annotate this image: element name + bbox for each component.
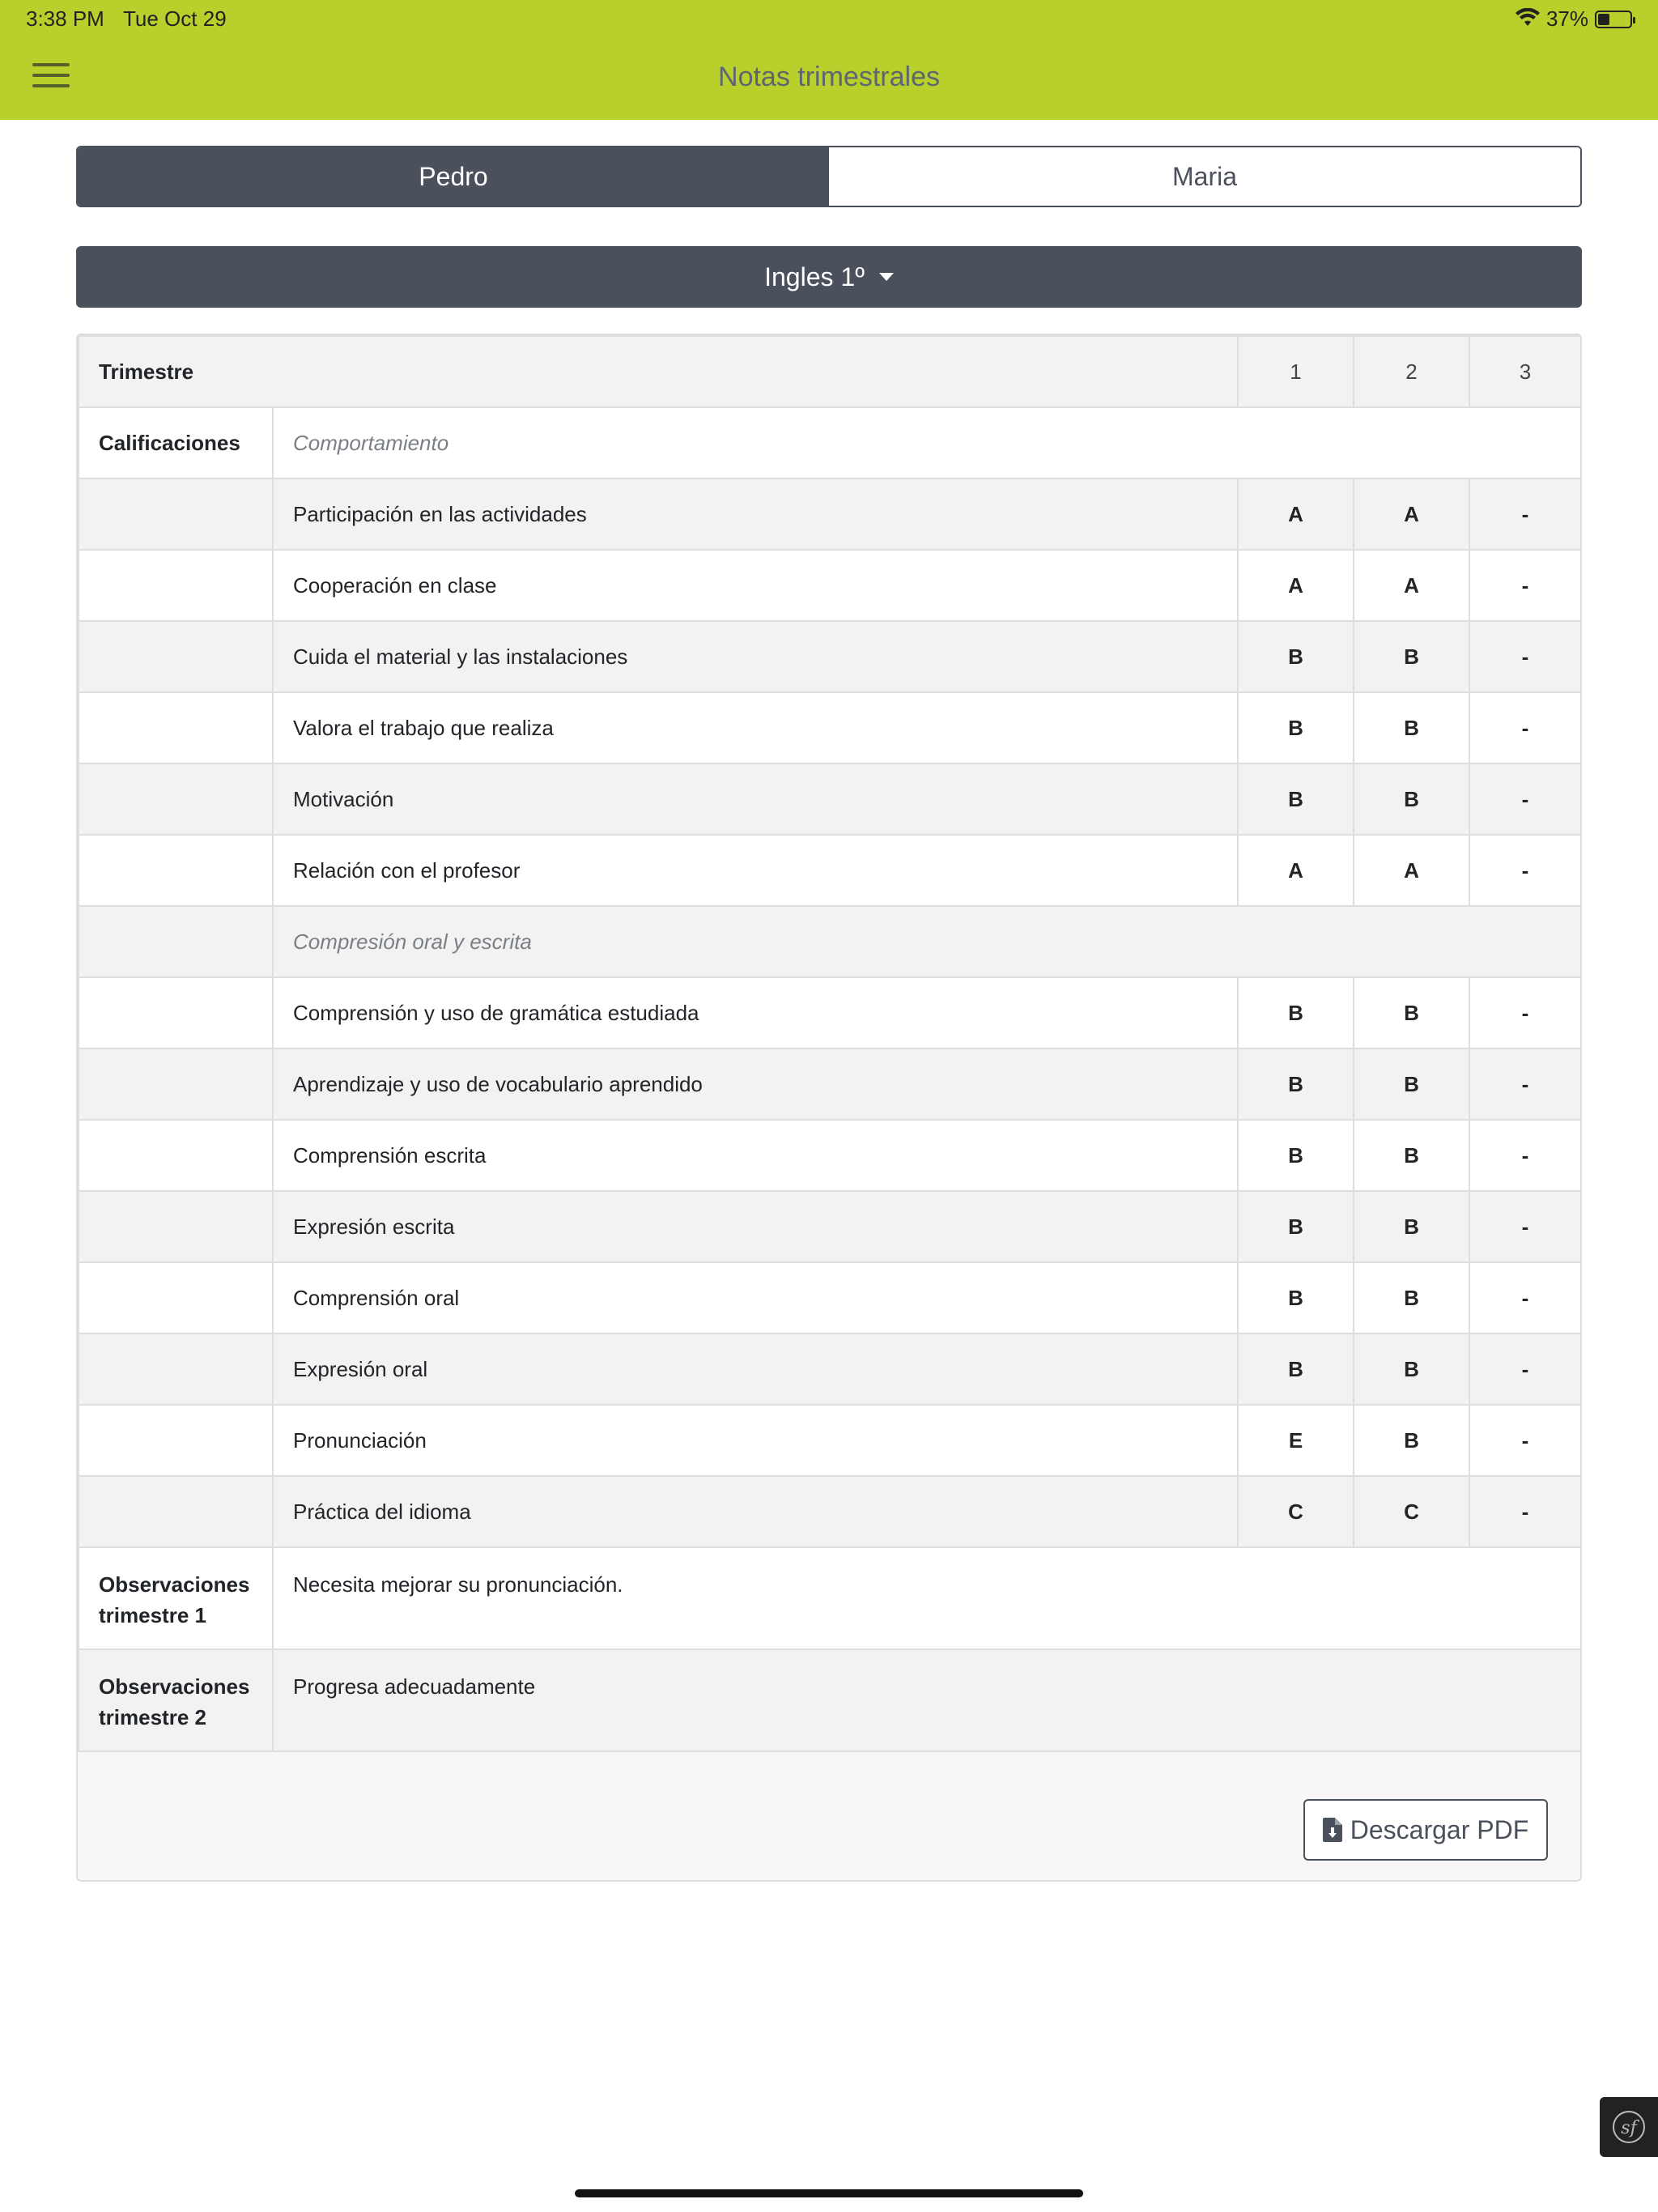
grade-row-comprension-oral: [79, 1262, 1581, 1334]
grade-row-label-empty: [79, 1262, 273, 1334]
criterion-label: Cuida el material y las instalaciones: [273, 621, 1238, 692]
grade-trimester-2: B: [1354, 1049, 1469, 1120]
observation-label-line2: trimestre 1: [99, 1603, 206, 1627]
grade-trimester-3: -: [1469, 977, 1581, 1049]
grade-trimester-2: B: [1354, 764, 1469, 835]
grade-row-label-empty: [79, 621, 273, 692]
grade-row-comprension-y-uso-de-gramatica-estudiada: [79, 977, 1581, 1049]
grade-row-label-empty: [79, 692, 273, 764]
grade-trimester-1: A: [1238, 479, 1354, 550]
grade-row-participacion-en-las-actividades: [79, 479, 1581, 550]
grade-trimester-3: -: [1469, 764, 1581, 835]
grades-table: [78, 335, 1582, 1752]
grade-trimester-2: C: [1354, 1476, 1469, 1547]
header-trimestre: Trimestre: [79, 336, 1238, 407]
grade-trimester-1: C: [1238, 1476, 1354, 1547]
criterion-label: Expresión escrita: [273, 1191, 1238, 1262]
section-row-label-empty: [79, 906, 273, 977]
criterion-label: Expresión oral: [273, 1334, 1238, 1405]
grade-row-label-empty: [79, 1049, 273, 1120]
observation-text: Necesita mejorar su pronunciación.: [273, 1547, 1581, 1649]
grade-trimester-1: B: [1238, 1120, 1354, 1191]
criterion-label: Relación con el profesor: [273, 835, 1238, 906]
caret-down-icon: [879, 273, 894, 281]
grade-trimester-1: B: [1238, 1049, 1354, 1120]
grade-trimester-3: -: [1469, 1191, 1581, 1262]
subject-dropdown[interactable]: [76, 246, 1582, 308]
grade-trimester-1: A: [1238, 550, 1354, 621]
criterion-label: Aprendizaje y uso de vocabulario aprendido: [273, 1049, 1238, 1120]
grade-trimester-3: -: [1469, 835, 1581, 906]
grade-row-label-empty: [79, 835, 273, 906]
grade-row-label-empty: [79, 764, 273, 835]
observation-text: Progresa adecuadamente: [273, 1649, 1581, 1751]
student-switch: [76, 146, 1582, 207]
section-row-comportamiento: [79, 407, 1581, 479]
grade-trimester-1: B: [1238, 977, 1354, 1049]
grades-label: Calificaciones: [79, 407, 273, 479]
criterion-label: Cooperación en clase: [273, 550, 1238, 621]
grade-trimester-2: B: [1354, 621, 1469, 692]
observation-label: [79, 1649, 273, 1751]
grade-trimester-1: B: [1238, 1262, 1354, 1334]
table-header-row: [79, 336, 1581, 407]
download-pdf-label: Descargar PDF: [1350, 1814, 1529, 1844]
wifi-icon: [1516, 8, 1540, 31]
grade-row-expresion-escrita: [79, 1191, 1581, 1262]
grade-row-valora-el-trabajo-que-realiza: [79, 692, 1581, 764]
card-footer: [78, 1754, 1580, 1880]
grade-trimester-2: B: [1354, 1262, 1469, 1334]
grade-trimester-1: B: [1238, 621, 1354, 692]
grade-row-label-empty: [79, 550, 273, 621]
criterion-label: Comprensión escrita: [273, 1120, 1238, 1191]
observation-row-1: [79, 1547, 1581, 1649]
grade-trimester-3: -: [1469, 1334, 1581, 1405]
observation-label-line1: Observaciones: [99, 1572, 250, 1597]
grade-trimester-3: -: [1469, 1049, 1581, 1120]
grade-trimester-2: B: [1354, 1191, 1469, 1262]
grade-row-practica-del-idioma: [79, 1476, 1581, 1547]
grade-trimester-1: B: [1238, 1334, 1354, 1405]
grade-row-cooperacion-en-clase: [79, 550, 1581, 621]
page-title: Notas trimestrales: [718, 62, 940, 92]
grade-trimester-1: B: [1238, 1191, 1354, 1262]
status-indicators: [1516, 6, 1632, 32]
grade-trimester-2: B: [1354, 977, 1469, 1049]
criterion-label: Valora el trabajo que realiza: [273, 692, 1238, 764]
observation-label-line1: Observaciones: [99, 1674, 250, 1699]
grade-trimester-1: E: [1238, 1405, 1354, 1476]
grade-trimester-2: B: [1354, 1405, 1469, 1476]
grade-row-label-empty: [79, 1334, 273, 1405]
grade-trimester-2: B: [1354, 1120, 1469, 1191]
grade-row-expresion-oral: [79, 1334, 1581, 1405]
grade-row-label-empty: [79, 479, 273, 550]
grade-row-cuida-el-material-y-las-instalaciones: [79, 621, 1581, 692]
grade-trimester-1: A: [1238, 835, 1354, 906]
grade-trimester-3: -: [1469, 621, 1581, 692]
criterion-label: Práctica del idioma: [273, 1476, 1238, 1547]
battery-percent: 37%: [1545, 6, 1588, 31]
criterion-label: Comprensión oral: [273, 1262, 1238, 1334]
grade-row-label-empty: [79, 1405, 273, 1476]
criterion-label: Comprensión y uso de gramática estudiada: [273, 977, 1238, 1049]
subject-dropdown-label: Ingles 1º: [764, 262, 865, 291]
grade-trimester-2: A: [1354, 835, 1469, 906]
observation-label-line2: trimestre 2: [99, 1705, 206, 1729]
grade-trimester-2: A: [1354, 479, 1469, 550]
student-tab-pedro[interactable]: Pedro: [78, 147, 829, 206]
observation-label: [79, 1547, 273, 1649]
download-pdf-button[interactable]: [1303, 1799, 1548, 1861]
grade-row-label-empty: [79, 1120, 273, 1191]
observation-row-2: [79, 1649, 1581, 1751]
grades-card: [76, 334, 1582, 1882]
grade-trimester-3: -: [1469, 1262, 1581, 1334]
home-indicator: [575, 2189, 1083, 2197]
grade-trimester-1: B: [1238, 692, 1354, 764]
svg-text:sf: sf: [1621, 2118, 1637, 2138]
status-date: Tue Oct 29: [123, 6, 227, 31]
grade-trimester-2: A: [1354, 550, 1469, 621]
grade-row-comprension-escrita: [79, 1120, 1581, 1191]
grade-row-pronunciacion: [79, 1405, 1581, 1476]
status-time: 3:38 PM: [26, 6, 104, 31]
grade-row-motivacion: [79, 764, 1581, 835]
criterion-label: Pronunciación: [273, 1405, 1238, 1476]
grade-trimester-3: -: [1469, 479, 1581, 550]
grade-trimester-2: B: [1354, 1334, 1469, 1405]
battery-level: [1598, 14, 1609, 25]
section-compresion: Compresión oral y escrita: [273, 906, 1581, 977]
file-download-icon: [1323, 1818, 1342, 1842]
grade-trimester-3: -: [1469, 692, 1581, 764]
grade-trimester-2: B: [1354, 692, 1469, 764]
criterion-label: Participación en las actividades: [273, 479, 1238, 550]
section-comportamiento: Comportamiento: [273, 407, 1581, 479]
grade-trimester-3: -: [1469, 550, 1581, 621]
symfony-toolbar-icon[interactable]: [1600, 2097, 1658, 2157]
grade-trimester-3: -: [1469, 1476, 1581, 1547]
grade-trimester-3: -: [1469, 1120, 1581, 1191]
header-trimester-3: 3: [1469, 336, 1581, 407]
header-trimester-2: 2: [1354, 336, 1469, 407]
battery-icon: [1595, 11, 1632, 28]
section-row-compresion: [79, 906, 1581, 977]
app-header: [0, 0, 1658, 120]
grade-row-relacion-con-el-profesor: [79, 835, 1581, 906]
grade-row-label-empty: [79, 1476, 273, 1547]
criterion-label: Motivación: [273, 764, 1238, 835]
grade-trimester-1: B: [1238, 764, 1354, 835]
student-tab-maria[interactable]: Maria: [829, 147, 1580, 206]
grade-row-label-empty: [79, 1191, 273, 1262]
grade-row-label-empty: [79, 977, 273, 1049]
header-trimester-1: 1: [1238, 336, 1354, 407]
grade-trimester-3: -: [1469, 1405, 1581, 1476]
grade-row-aprendizaje-y-uso-de-vocabulario-aprendido: [79, 1049, 1581, 1120]
